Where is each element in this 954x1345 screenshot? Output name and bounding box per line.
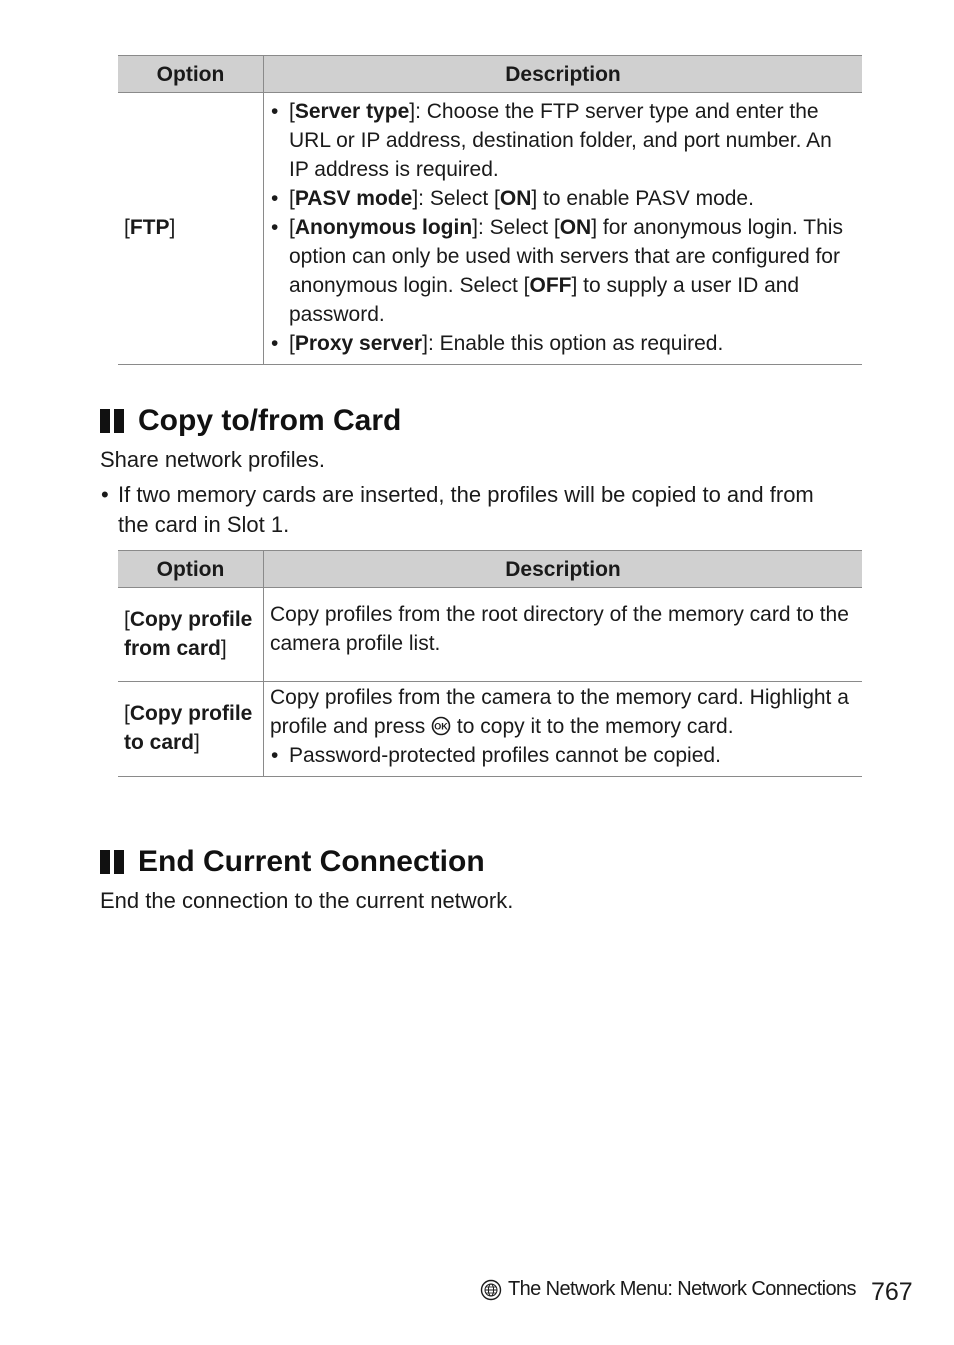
bracket: ] (194, 731, 200, 754)
header-description: Description (264, 551, 863, 588)
section-note: • If two memory cards are inserted, the profiles will be copied to and from the card in Slot 1. (100, 480, 840, 540)
list-item (270, 213, 856, 329)
list-item (270, 184, 856, 213)
svg-text:OK: OK (434, 721, 448, 732)
description-copy-to-card (264, 682, 863, 777)
setting-text: [ (289, 187, 295, 210)
section-heading-end (100, 844, 485, 880)
description-part: to copy it to the memory card. (451, 715, 734, 738)
setting-text: ]: Select [ (472, 216, 560, 239)
table-row (118, 682, 862, 777)
header-option: Option (118, 551, 264, 588)
page-number: 767 (871, 1278, 913, 1306)
copy-options-table (118, 550, 862, 777)
option-label: Copy profile to card (124, 702, 253, 754)
section-title: End Current Connection (138, 845, 485, 878)
ftp-description (264, 93, 863, 365)
table-row (118, 588, 862, 682)
bracket: [ (124, 607, 130, 631)
option-label: FTP (129, 216, 170, 239)
section-text: End the connection to the current network. (100, 888, 514, 913)
description-copy-from-card: Copy profiles from the root directory of the memory card to the camera profile list. (264, 588, 863, 682)
section-marker-icon (100, 409, 124, 433)
description-part: Copy profiles from the camera to the memory card. Highlight a profile and press (270, 686, 849, 738)
page-footer (480, 1278, 856, 1301)
network-globe-icon (480, 1279, 502, 1301)
setting-text: [ (289, 332, 295, 355)
setting-name: PASV mode (294, 187, 413, 210)
bracket: [ (124, 216, 130, 239)
ftp-options-table (118, 55, 862, 365)
setting-name: Proxy server (294, 332, 423, 355)
table-row (118, 93, 862, 365)
ok-button-icon (431, 716, 451, 736)
footer-title: The Network Menu: Network Connections (508, 1278, 856, 1300)
section-intro: Share network profiles. (100, 447, 325, 472)
setting-text: [ (289, 216, 295, 239)
header-option: Option (118, 56, 264, 93)
header-description: Description (264, 56, 863, 93)
option-label: Copy profile from card (124, 607, 253, 660)
setting-text: ]: Choose the FTP server type and enter the URL or IP address, destination folder, and port number. An IP address is required. (289, 100, 832, 181)
option-copy-to-card (118, 682, 264, 777)
setting-text: ] to enable PASV mode. (531, 187, 754, 210)
setting-name: ON (499, 187, 532, 210)
setting-text: ] for anonymous login. This option can only be used with servers that are configured for anonymous login. Select [ (289, 216, 843, 297)
ftp-settings-list (270, 97, 856, 358)
description-bullets (270, 741, 856, 770)
section-marker-icon (100, 850, 124, 874)
description-text (270, 683, 856, 741)
setting-text: ]: Enable this option as required. (422, 332, 724, 355)
section-title: Copy to/from Card (138, 404, 402, 437)
section-heading-copy (100, 403, 401, 439)
option-copy-from-card (118, 588, 264, 682)
list-item (270, 97, 856, 184)
setting-name: ON (559, 216, 592, 239)
option-ftp (118, 93, 264, 365)
setting-text: [ (289, 100, 295, 123)
bracket: ] (169, 216, 176, 239)
bracket: [ (124, 702, 130, 725)
list-item (270, 329, 856, 358)
setting-text: ] to supply a user ID and password. (289, 274, 800, 326)
setting-name: Server type (294, 100, 410, 123)
setting-name: OFF (529, 274, 572, 297)
list-item: • Password-protected profiles cannot be copied. (270, 741, 856, 770)
setting-text: ]: Select [ (412, 187, 500, 210)
bracket: ] (220, 636, 227, 660)
setting-name: Anonymous login (294, 216, 473, 239)
